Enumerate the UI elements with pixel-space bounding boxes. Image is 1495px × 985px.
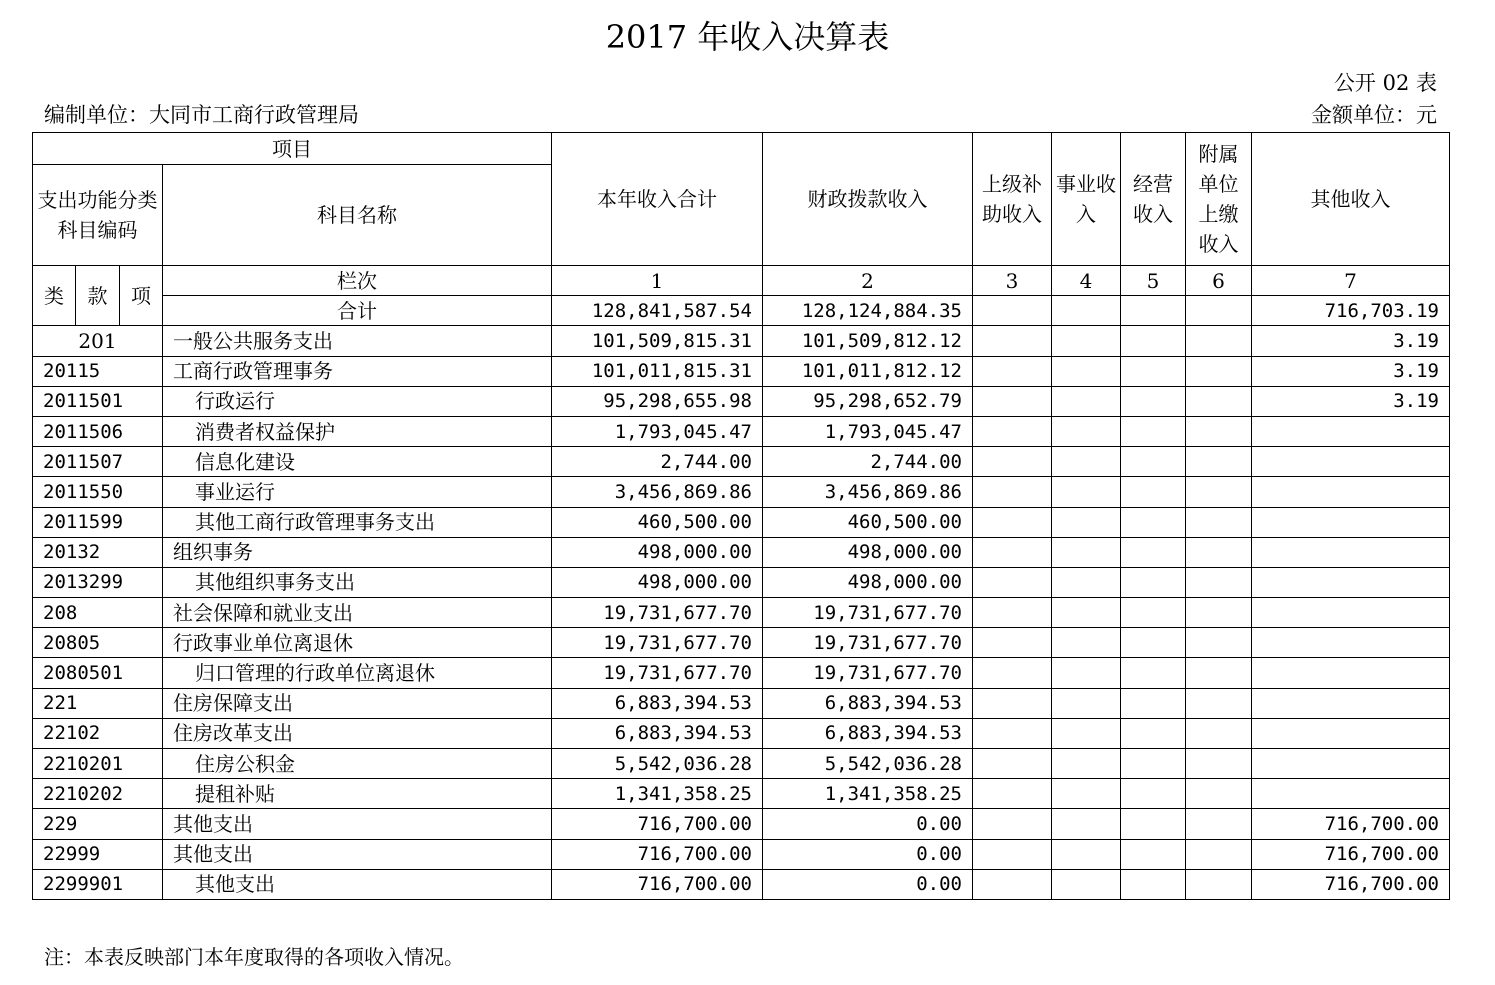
empty-cell	[1186, 326, 1252, 356]
row-fiscal-income: 460,500.00	[763, 507, 973, 537]
page-title: 2017 年收入决算表	[605, 18, 890, 56]
row-total-income: 6,883,394.53	[552, 718, 763, 748]
row-total-income: 19,731,677.70	[552, 598, 763, 628]
row-other-income	[1252, 598, 1450, 628]
table-row	[33, 718, 1450, 748]
header-kuan: 款	[76, 266, 120, 326]
row-fiscal-income: 1,793,045.47	[763, 416, 973, 446]
header-func-code: 支出功能分类科目编码	[33, 165, 163, 266]
column-number: 2	[763, 266, 973, 296]
row-other-income: 3.19	[1252, 356, 1450, 386]
empty-cell	[1121, 718, 1186, 748]
row-other-income	[1252, 779, 1450, 809]
header-subject-name: 科目名称	[163, 165, 552, 266]
header-affiliated: 附属单位上缴收入	[1186, 133, 1252, 266]
empty-cell	[1121, 567, 1186, 597]
empty-cell	[1052, 567, 1121, 597]
empty-cell	[1052, 749, 1121, 779]
empty-cell	[1052, 688, 1121, 718]
row-code: 2011501	[33, 386, 163, 416]
row-total-income: 498,000.00	[552, 537, 763, 567]
row-other-income	[1252, 567, 1450, 597]
row-other-income: 716,700.00	[1252, 839, 1450, 869]
empty-cell	[1121, 688, 1186, 718]
row-other-income	[1252, 416, 1450, 446]
empty-cell	[1186, 477, 1252, 507]
row-code: 229	[33, 809, 163, 839]
column-number: 4	[1052, 266, 1121, 296]
row-fiscal-income: 498,000.00	[763, 567, 973, 597]
column-number: 3	[973, 266, 1052, 296]
table-row	[33, 658, 1450, 688]
table-row	[33, 537, 1450, 567]
row-subject-name: 行政事业单位离退休	[163, 628, 552, 658]
empty-cell	[1052, 809, 1121, 839]
row-fiscal-income: 19,731,677.70	[763, 628, 973, 658]
row-subject-name: 工商行政管理事务	[163, 356, 552, 386]
empty-cell	[1186, 447, 1252, 477]
empty-cell	[1052, 416, 1121, 446]
empty-cell	[973, 507, 1052, 537]
row-fiscal-income: 0.00	[763, 869, 973, 899]
empty-cell	[1052, 296, 1121, 326]
row-fiscal-income: 6,883,394.53	[763, 688, 973, 718]
row-other-income: 3.19	[1252, 326, 1450, 356]
empty-cell	[1121, 658, 1186, 688]
row-code: 221	[33, 688, 163, 718]
row-fiscal-income: 0.00	[763, 839, 973, 869]
empty-cell	[1186, 658, 1252, 688]
amount-unit: 金额单位：元	[1311, 103, 1437, 127]
row-code: 22999	[33, 839, 163, 869]
row-subject-name: 归口管理的行政单位离退休	[163, 658, 552, 688]
row-other-income	[1252, 688, 1450, 718]
empty-cell	[973, 326, 1052, 356]
empty-cell	[1121, 628, 1186, 658]
row-total-income: 460,500.00	[552, 507, 763, 537]
row-subject-name: 住房公积金	[163, 749, 552, 779]
empty-cell	[1121, 537, 1186, 567]
table-row	[33, 869, 1450, 899]
row-fiscal-income: 1,341,358.25	[763, 779, 973, 809]
empty-cell	[1186, 296, 1252, 326]
table-row	[33, 507, 1450, 537]
row-code: 20115	[33, 356, 163, 386]
empty-cell	[1121, 296, 1186, 326]
row-other-income	[1252, 507, 1450, 537]
empty-cell	[1052, 477, 1121, 507]
empty-cell	[973, 447, 1052, 477]
row-subject-name: 消费者权益保护	[163, 416, 552, 446]
empty-cell	[1186, 416, 1252, 446]
empty-cell	[1186, 749, 1252, 779]
empty-cell	[1121, 779, 1186, 809]
header-column-no: 栏次	[163, 266, 552, 296]
empty-cell	[973, 658, 1052, 688]
row-fiscal-income: 95,298,652.79	[763, 386, 973, 416]
row-code: 22102	[33, 718, 163, 748]
row-total-income: 716,700.00	[552, 869, 763, 899]
row-subject-name: 住房改革支出	[163, 718, 552, 748]
empty-cell	[973, 779, 1052, 809]
row-total-income: 19,731,677.70	[552, 658, 763, 688]
row-other-income	[1252, 658, 1450, 688]
row-other-income: 716,700.00	[1252, 869, 1450, 899]
empty-cell	[1121, 869, 1186, 899]
table-row	[33, 688, 1450, 718]
table-row	[33, 477, 1450, 507]
row-subject-name: 住房保障支出	[163, 688, 552, 718]
empty-cell	[1121, 447, 1186, 477]
row-code: 2299901	[33, 869, 163, 899]
empty-cell	[1186, 507, 1252, 537]
table-row	[33, 447, 1450, 477]
column-number: 5	[1121, 266, 1186, 296]
form-number: 公开 02 表	[1333, 71, 1437, 95]
empty-cell	[1121, 809, 1186, 839]
header-operating: 经营收入	[1121, 133, 1186, 266]
row-code: 2080501	[33, 658, 163, 688]
table-row	[33, 749, 1450, 779]
row-subject-name: 其他支出	[163, 839, 552, 869]
table-row	[33, 416, 1450, 446]
row-code: 2011507	[33, 447, 163, 477]
row-total-income: 498,000.00	[552, 567, 763, 597]
empty-cell	[1052, 537, 1121, 567]
empty-cell	[1121, 416, 1186, 446]
row-other-income	[1252, 628, 1450, 658]
header-xiang: 项	[120, 266, 163, 326]
row-fiscal-income: 19,731,677.70	[763, 598, 973, 628]
empty-cell	[1052, 658, 1121, 688]
empty-cell	[1186, 779, 1252, 809]
row-total-income: 2,744.00	[552, 447, 763, 477]
empty-cell	[1186, 356, 1252, 386]
empty-cell	[1121, 356, 1186, 386]
compiling-unit: 编制单位：大同市工商行政管理局	[44, 103, 359, 127]
row-other-income: 716,700.00	[1252, 809, 1450, 839]
empty-cell	[973, 628, 1052, 658]
header-total: 本年收入合计	[552, 133, 763, 266]
column-number: 1	[552, 266, 763, 296]
empty-cell	[973, 537, 1052, 567]
empty-cell	[1186, 628, 1252, 658]
row-total-income: 3,456,869.86	[552, 477, 763, 507]
empty-cell	[1121, 507, 1186, 537]
header-upper-subsidy: 上级补助收入	[973, 133, 1052, 266]
empty-cell	[973, 688, 1052, 718]
total-row	[33, 296, 1450, 326]
empty-cell	[1052, 869, 1121, 899]
row-fiscal-income: 101,509,812.12	[763, 326, 973, 356]
empty-cell	[1186, 567, 1252, 597]
row-fiscal-income: 3,456,869.86	[763, 477, 973, 507]
row-subject-name: 提租补贴	[163, 779, 552, 809]
empty-cell	[1186, 537, 1252, 567]
table-row	[33, 326, 1450, 356]
empty-cell	[973, 869, 1052, 899]
row-fiscal-income: 19,731,677.70	[763, 658, 973, 688]
empty-cell	[973, 567, 1052, 597]
empty-cell	[1052, 356, 1121, 386]
footnote: 注：本表反映部门本年度取得的各项收入情况。	[44, 945, 464, 969]
empty-cell	[1052, 839, 1121, 869]
empty-cell	[973, 296, 1052, 326]
table-row	[33, 598, 1450, 628]
row-subject-name: 信息化建设	[163, 447, 552, 477]
total-fiscal: 128,124,884.35	[763, 296, 973, 326]
table-row	[33, 779, 1450, 809]
empty-cell	[1186, 386, 1252, 416]
row-code: 2011599	[33, 507, 163, 537]
empty-cell	[1052, 718, 1121, 748]
row-total-income: 5,542,036.28	[552, 749, 763, 779]
row-fiscal-income: 0.00	[763, 809, 973, 839]
table-row	[33, 628, 1450, 658]
empty-cell	[1186, 809, 1252, 839]
row-other-income	[1252, 477, 1450, 507]
table-row	[33, 809, 1450, 839]
empty-cell	[1186, 869, 1252, 899]
row-other-income: 3.19	[1252, 386, 1450, 416]
row-other-income	[1252, 447, 1450, 477]
column-number: 6	[1186, 266, 1252, 296]
empty-cell	[973, 477, 1052, 507]
income-table	[32, 132, 1450, 900]
row-fiscal-income: 101,011,812.12	[763, 356, 973, 386]
row-subject-name: 其他组织事务支出	[163, 567, 552, 597]
row-code: 2210202	[33, 779, 163, 809]
row-subject-name: 组织事务	[163, 537, 552, 567]
row-total-income: 1,793,045.47	[552, 416, 763, 446]
empty-cell	[1121, 749, 1186, 779]
row-subject-name: 其他支出	[163, 809, 552, 839]
row-subject-name: 一般公共服务支出	[163, 326, 552, 356]
row-code: 201	[33, 326, 163, 356]
row-fiscal-income: 6,883,394.53	[763, 718, 973, 748]
row-fiscal-income: 5,542,036.28	[763, 749, 973, 779]
row-code: 208	[33, 598, 163, 628]
empty-cell	[1186, 688, 1252, 718]
row-code: 20132	[33, 537, 163, 567]
empty-cell	[973, 598, 1052, 628]
header-fiscal: 财政拨款收入	[763, 133, 973, 266]
row-subject-name: 其他支出	[163, 869, 552, 899]
row-subject-name: 其他工商行政管理事务支出	[163, 507, 552, 537]
row-other-income	[1252, 537, 1450, 567]
total-other: 716,703.19	[1252, 296, 1450, 326]
row-total-income: 101,011,815.31	[552, 356, 763, 386]
empty-cell	[1186, 718, 1252, 748]
header-item: 项目	[33, 133, 552, 165]
table-row	[33, 839, 1450, 869]
empty-cell	[973, 839, 1052, 869]
row-total-income: 6,883,394.53	[552, 688, 763, 718]
header-other: 其他收入	[1252, 133, 1450, 266]
row-total-income: 716,700.00	[552, 839, 763, 869]
table-row	[33, 386, 1450, 416]
row-fiscal-income: 498,000.00	[763, 537, 973, 567]
empty-cell	[973, 749, 1052, 779]
row-other-income	[1252, 749, 1450, 779]
header-lei: 类	[33, 266, 76, 326]
empty-cell	[973, 718, 1052, 748]
empty-cell	[1052, 326, 1121, 356]
table-row	[33, 356, 1450, 386]
row-code: 2011506	[33, 416, 163, 446]
row-total-income: 101,509,815.31	[552, 326, 763, 356]
total-label: 合计	[163, 296, 552, 326]
row-subject-name: 行政运行	[163, 386, 552, 416]
row-total-income: 716,700.00	[552, 809, 763, 839]
row-total-income: 19,731,677.70	[552, 628, 763, 658]
row-code: 2011550	[33, 477, 163, 507]
empty-cell	[973, 416, 1052, 446]
row-code: 2013299	[33, 567, 163, 597]
empty-cell	[1121, 326, 1186, 356]
empty-cell	[1052, 779, 1121, 809]
empty-cell	[973, 386, 1052, 416]
total-income: 128,841,587.54	[552, 296, 763, 326]
row-fiscal-income: 2,744.00	[763, 447, 973, 477]
row-code: 20805	[33, 628, 163, 658]
empty-cell	[1186, 598, 1252, 628]
empty-cell	[1052, 507, 1121, 537]
empty-cell	[973, 356, 1052, 386]
header-business: 事业收入	[1052, 133, 1121, 266]
empty-cell	[1052, 386, 1121, 416]
row-code: 2210201	[33, 749, 163, 779]
empty-cell	[1121, 598, 1186, 628]
empty-cell	[1052, 598, 1121, 628]
empty-cell	[1121, 839, 1186, 869]
row-total-income: 95,298,655.98	[552, 386, 763, 416]
column-number: 7	[1252, 266, 1450, 296]
row-total-income: 1,341,358.25	[552, 779, 763, 809]
row-other-income	[1252, 718, 1450, 748]
row-subject-name: 社会保障和就业支出	[163, 598, 552, 628]
empty-cell	[1052, 628, 1121, 658]
empty-cell	[973, 809, 1052, 839]
empty-cell	[1052, 447, 1121, 477]
table-row	[33, 567, 1450, 597]
row-subject-name: 事业运行	[163, 477, 552, 507]
empty-cell	[1186, 839, 1252, 869]
empty-cell	[1121, 386, 1186, 416]
empty-cell	[1121, 477, 1186, 507]
